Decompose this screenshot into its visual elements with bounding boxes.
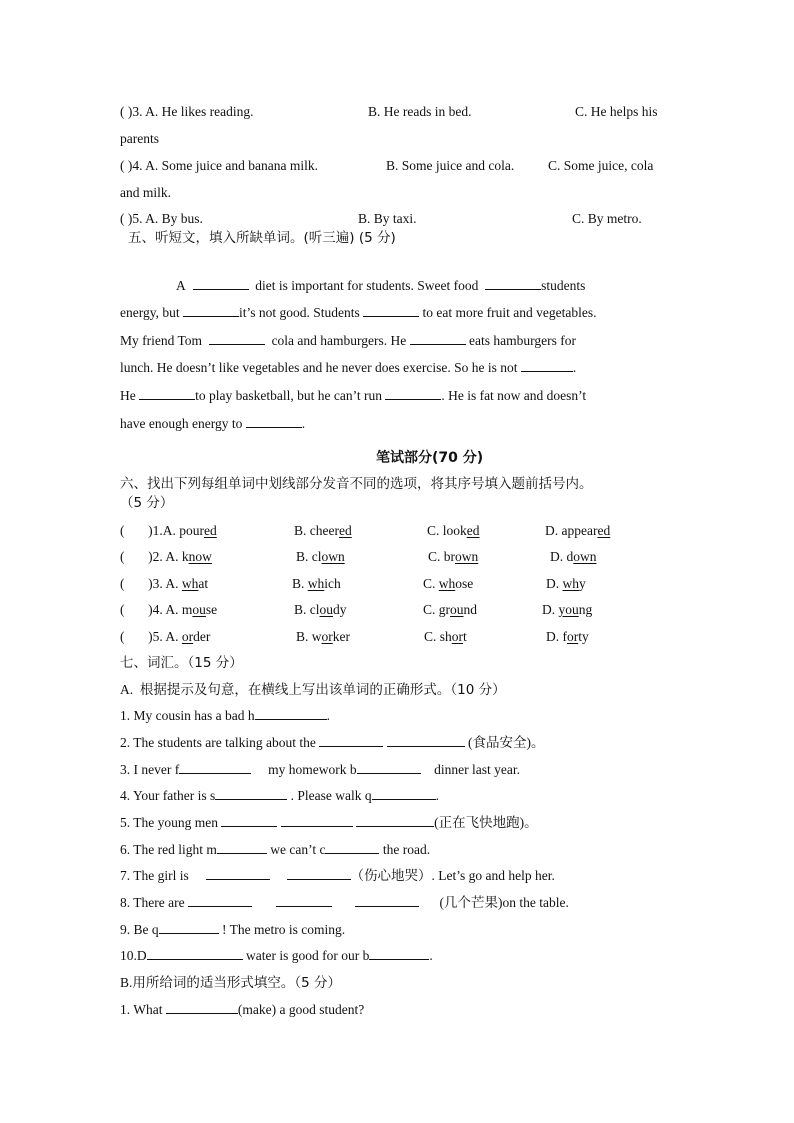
vocab-item-8: 8. There are (几个芒果)on the table. (120, 895, 569, 911)
blank[interactable] (369, 948, 429, 960)
option-c: C. He helps his (575, 104, 658, 119)
blank[interactable] (356, 815, 434, 827)
phonics-option-b: B. cheered (294, 523, 352, 538)
option-c: C. By metro. (572, 211, 642, 226)
phonics-option-b: B. cloudy (294, 602, 347, 617)
passage-line-2: energy, but it’s not good. Students to eat more fruit and vegetables. (120, 305, 597, 320)
option-b: B. By taxi. (358, 211, 417, 226)
blank[interactable] (325, 842, 379, 854)
blank[interactable] (387, 735, 465, 747)
blank[interactable] (319, 735, 383, 747)
section-6-heading: 六、找出下列每组单词中划线部分发音不同的选项，将其序号填入题前括号内。 (120, 476, 593, 492)
vocab-item-4: 4. Your father is s . Please walk q . (120, 788, 439, 803)
passage-line-5: He to play basketball, but he can’t run . He is fat now and doesn’t (120, 388, 587, 403)
blank[interactable] (355, 895, 419, 907)
blank[interactable] (215, 788, 287, 800)
phonics-option-b: B. clown (296, 549, 345, 564)
phonics-option-c: C. short (424, 629, 467, 644)
blank[interactable] (206, 868, 270, 880)
blank[interactable] (385, 388, 441, 400)
phonics-row: ( )2. A. know (120, 549, 212, 564)
phonics-option-c: C. looked (427, 523, 480, 538)
phonics-option-c: C. ground (423, 602, 477, 617)
question-3 (120, 103, 253, 121)
vocab-item-10: 10.D water is good for our b . (120, 948, 433, 963)
blank[interactable] (179, 762, 251, 774)
vocab-item-1: 1. My cousin has a bad h . (120, 708, 330, 723)
blank[interactable] (139, 388, 195, 400)
part-a-heading: A. 根据提示及句意，在横线上写出该单词的正确形式。（10 分） (120, 682, 506, 698)
passage-line-6: have enough energy to . (120, 416, 306, 431)
phonics-option-b: B. which (292, 576, 341, 591)
section-5-heading: 五、听短文，填入所缺单词。(听三遍) (5 分) (128, 230, 396, 246)
passage-line-3: My friend Tom cola and hamburgers. He eats hamburgers for (120, 333, 576, 348)
blank[interactable] (183, 305, 239, 317)
section-7-heading: 七、词汇。（15 分） (120, 655, 243, 671)
question-4 (120, 157, 318, 175)
part-b-heading: B.用所给词的适当形式填空。（5 分） (120, 975, 342, 991)
passage-line-1: A diet is important for students. Sweet food students (176, 278, 586, 293)
question-5 (120, 210, 203, 228)
option-b: B. Some juice and cola. (386, 158, 515, 173)
vocab-item-2: 2. The students are talking about the (食品安全)。 (120, 735, 545, 751)
vocab-item-3: 3. I never f my homework b dinner last year. (120, 762, 520, 777)
answer-paren: ( ) (120, 211, 133, 226)
phonics-row: ( )1.A. poured (120, 523, 217, 538)
vocab-item-9: 9. Be q ! The metro is coming. (120, 922, 346, 937)
blank[interactable] (363, 305, 419, 317)
blank[interactable] (147, 948, 243, 960)
blank[interactable] (485, 278, 541, 290)
option-c-continued: parents (120, 131, 159, 146)
option-a: 4. A. Some juice and banana milk. (132, 158, 318, 173)
phonics-option-d: D. why (546, 576, 586, 591)
section-6-heading-score: （5 分） (120, 495, 174, 511)
answer-paren: ( ) (120, 104, 133, 119)
blank[interactable] (410, 333, 466, 345)
blank[interactable] (217, 842, 267, 854)
phonics-option-c: C. brown (428, 549, 479, 564)
blank[interactable] (281, 815, 353, 827)
option-c-continued: and milk. (120, 185, 171, 200)
blank[interactable] (255, 708, 327, 720)
phonics-option-d: D. forty (546, 629, 589, 644)
answer-paren: ( ) (120, 158, 133, 173)
vocab-item-6: 6. The red light m we can’t c the road. (120, 842, 431, 857)
phonics-row: ( )3. A. what (120, 576, 209, 591)
vocab-item-5: 5. The young men (正在飞快地跑)。 (120, 815, 538, 831)
option-a: 3. A. He likes reading. (132, 104, 254, 119)
option-b: B. He reads in bed. (368, 104, 472, 119)
option-a: 5. A. By bus. (132, 211, 203, 226)
blank[interactable] (166, 1002, 238, 1014)
phonics-option-d: D. down (550, 549, 597, 564)
phonics-option-d: D. young (542, 602, 593, 617)
part-b-item-1: 1. What (make) a good student? (120, 1002, 365, 1017)
phonics-row: ( )4. A. mouse (120, 602, 218, 617)
blank[interactable] (209, 333, 265, 345)
written-part-heading: 笔试部分(70 分) (376, 450, 484, 466)
blank[interactable] (193, 278, 249, 290)
blank[interactable] (276, 895, 332, 907)
vocab-item-7: 7. The girl is （伤心地哭）. Let’s go and help her. (120, 868, 555, 884)
blank[interactable] (221, 815, 277, 827)
option-c: C. Some juice, cola (548, 158, 654, 173)
blank[interactable] (159, 922, 219, 934)
phonics-row: ( )5. A. order (120, 629, 211, 644)
blank[interactable] (357, 762, 421, 774)
blank[interactable] (246, 416, 302, 428)
blank[interactable] (287, 868, 351, 880)
blank[interactable] (521, 360, 573, 372)
phonics-option-c: C. whose (423, 576, 474, 591)
blank[interactable] (188, 895, 252, 907)
phonics-option-d: D. appeared (545, 523, 611, 538)
passage-line-4: lunch. He doesn’t like vegetables and he never does exercise. So he is not . (120, 360, 577, 375)
blank[interactable] (372, 788, 436, 800)
phonics-option-b: B. worker (296, 629, 351, 644)
